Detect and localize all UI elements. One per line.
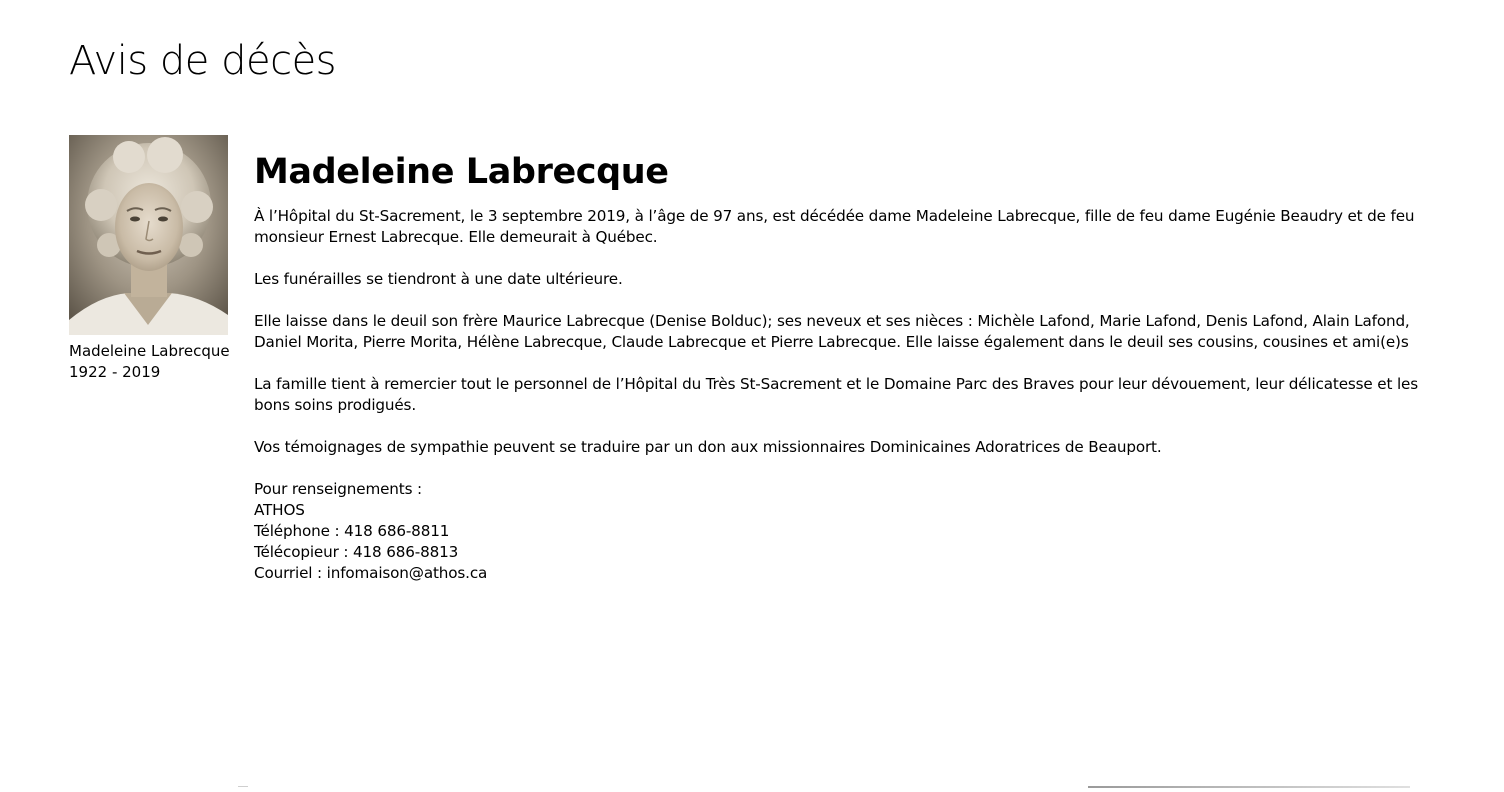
portrait-block bbox=[69, 135, 249, 383]
divider-left bbox=[238, 786, 248, 787]
obituary-content bbox=[254, 150, 1424, 584]
page-title: Avis de décès bbox=[69, 38, 337, 84]
paragraph-family: Elle laisse dans le deuil son frère Maurice Labrecque (Denise Bolduc); ses neveux et ses nièces : Michèle Lafond, Marie Lafond, Denis Lafond, Alain Lafond, Daniel Morita, Pierre Morita, Hélène Labrecque, Claude Labrecque et Pierre Labrecque. Elle laisse également dans le deuil ses cousins, cousines et ami(e)s bbox=[254, 312, 1410, 351]
paragraph-thanks: La famille tient à remercier tout le personnel de l’Hôpital du Très St-Sacrement et le Domaine Parc des Braves pour leur dévouement, leur délicatesse et les bons soins prodigués. bbox=[254, 375, 1418, 414]
portrait-image bbox=[69, 135, 228, 335]
divider-right bbox=[1088, 786, 1410, 788]
contact-fax: Télécopieur : 418 686-8813 bbox=[254, 543, 459, 561]
portrait-photo bbox=[69, 135, 228, 335]
contact-heading: Pour renseignements : bbox=[254, 480, 422, 498]
paragraph-donations: Vos témoignages de sympathie peuvent se traduire par un don aux missionnaires Dominicaines Adoratrices de Beauport. bbox=[254, 438, 1162, 456]
contact-company: ATHOS bbox=[254, 501, 305, 519]
paragraph-funeral: Les funérailles se tiendront à une date ultérieure. bbox=[254, 270, 623, 288]
deceased-name: Madeleine Labrecque bbox=[254, 152, 669, 192]
caption-years: 1922 - 2019 bbox=[69, 363, 161, 381]
contact-info bbox=[254, 479, 1424, 584]
contact-phone: Téléphone : 418 686-8811 bbox=[254, 522, 450, 540]
contact-email: Courriel : infomaison@athos.ca bbox=[254, 564, 488, 582]
paragraph-announcement: À l’Hôpital du St-Sacrement, le 3 septembre 2019, à l’âge de 97 ans, est décédée dame Madeleine Labrecque, fille de feu dame Eugénie Beaudry et de feu monsieur Ernest Labrecque. Elle demeurait à Québec. bbox=[254, 207, 1415, 246]
caption-name: Madeleine Labrecque bbox=[69, 342, 230, 360]
portrait-caption bbox=[69, 341, 249, 383]
